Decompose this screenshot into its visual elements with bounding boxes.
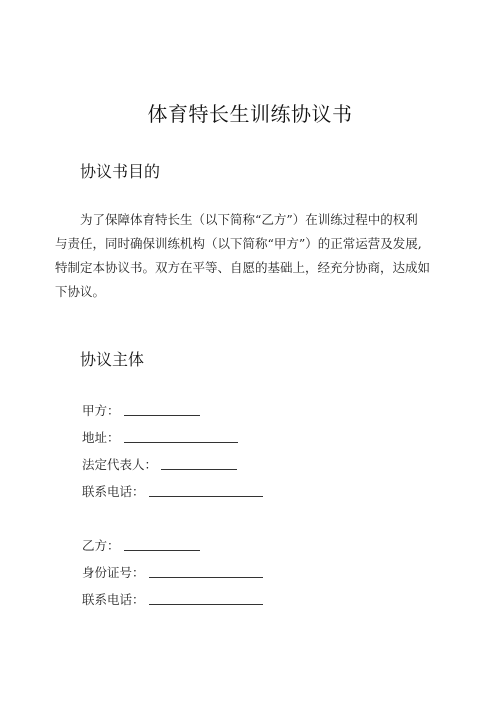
party-b-name-blank[interactable] [124, 549, 200, 551]
party-a-address-label: 地址： [82, 430, 120, 445]
purpose-paragraph [55, 208, 445, 304]
section-heading-purpose: 协议书目的 [80, 162, 161, 181]
party-a-phone-blank[interactable] [149, 495, 263, 497]
party-a-representative-blank[interactable] [161, 468, 237, 470]
paragraph-line: 与责任，同时确保训练机构（以下简称“甲方”）的正常运营及发展, [55, 236, 422, 251]
party-b-id-label: 身份证号： [82, 565, 145, 580]
party-a-address-blank[interactable] [124, 441, 238, 443]
party-a-name-blank[interactable] [124, 414, 200, 416]
party-a-phone-field [82, 480, 263, 502]
party-b-id-field [82, 561, 263, 583]
party-b-name-field [82, 534, 200, 556]
paragraph-line: 为了保障体育特长生（以下简称“乙方”）在训练过程中的权利 [80, 212, 418, 227]
party-b-id-blank[interactable] [149, 576, 263, 578]
paragraph-line: 下协议。 [55, 284, 106, 299]
party-b-phone-blank[interactable] [149, 603, 263, 605]
party-a-phone-label: 联系电话： [82, 484, 145, 499]
paragraph-line: 特制定本协议书。双方在平等、自愿的基础上，经充分协商，达成如 [55, 260, 431, 275]
party-a-name-label: 甲方： [82, 403, 120, 418]
party-a-representative-field [82, 453, 237, 475]
document-title: 体育特长生训练协议书 [147, 102, 353, 126]
party-a-representative-label: 法定代表人： [82, 457, 158, 472]
party-a-name-field [82, 399, 200, 421]
party-b-phone-field [82, 588, 263, 610]
party-b-name-label: 乙方： [82, 538, 120, 553]
party-a-address-field [82, 426, 238, 448]
party-b-phone-label: 联系电话： [82, 592, 145, 607]
section-heading-parties: 协议主体 [80, 350, 145, 369]
